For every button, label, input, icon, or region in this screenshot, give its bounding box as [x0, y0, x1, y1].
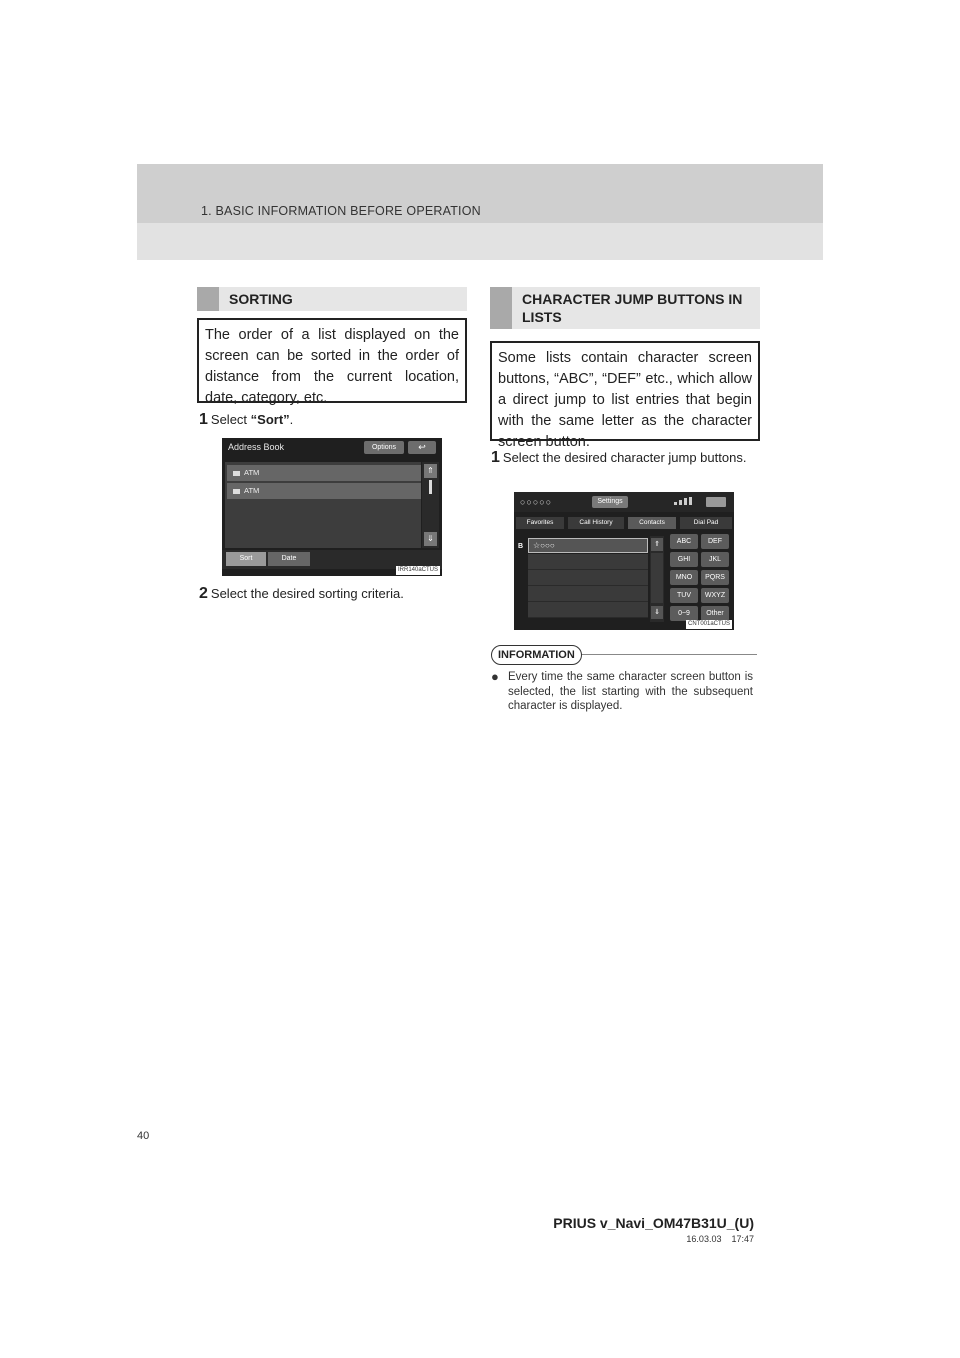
flag-icon	[233, 489, 240, 494]
information-text: Every time the same character screen button is selected, the list starting with the subsequent character is displayed.	[508, 671, 753, 712]
step-number: 1	[199, 411, 208, 428]
key-tuv[interactable]: TUV	[670, 588, 698, 603]
list-item[interactable]	[528, 570, 648, 586]
key-ghi[interactable]: GHI	[670, 552, 698, 567]
print-date: 16.03.03	[686, 1234, 722, 1244]
scroll-track[interactable]	[651, 553, 663, 603]
list-item-label: ATM	[244, 468, 260, 477]
scroll-up-button[interactable]: ⇑	[424, 464, 437, 478]
key-mno[interactable]: MNO	[670, 570, 698, 585]
tab-favorites[interactable]: Favorites	[516, 517, 564, 529]
tab-bar	[514, 514, 734, 530]
scroll-thumb[interactable]	[429, 480, 432, 494]
sorting-step-1	[199, 410, 293, 430]
scrollbar[interactable]	[650, 536, 664, 622]
heading-marker	[490, 287, 512, 329]
options-button[interactable]: Options	[364, 441, 404, 454]
phone-contacts-screenshot	[514, 492, 734, 630]
list-item[interactable]	[528, 586, 648, 602]
sorting-intro-box	[197, 318, 467, 406]
screen-title: Address Book	[228, 442, 285, 452]
signal-icon	[674, 497, 694, 505]
information-label: INFORMATION	[491, 645, 582, 665]
sorting-heading-bar	[197, 287, 467, 311]
index-letter: B	[518, 543, 524, 550]
bullet-icon: ●	[491, 669, 499, 684]
title-placeholder: ○○○○○	[520, 497, 553, 507]
list-item[interactable]: ☆○○○	[528, 538, 648, 553]
status-bar	[514, 492, 734, 512]
step-number: 1	[491, 449, 500, 466]
step-number: 2	[199, 585, 208, 602]
step-bold-label: “Sort”	[250, 412, 290, 427]
figure-code: IRR140aCTUS	[397, 567, 438, 573]
print-time: 17:47	[731, 1234, 754, 1244]
sorting-step-2	[199, 584, 404, 604]
key-pqrs[interactable]: PQRS	[701, 570, 729, 585]
settings-button[interactable]: Settings	[592, 496, 628, 508]
scrollbar[interactable]	[422, 462, 439, 548]
jump-step-1	[491, 448, 759, 468]
tab-contacts[interactable]: Contacts	[628, 517, 676, 529]
address-list	[225, 462, 421, 548]
tab-dial-pad[interactable]: Dial Pad	[680, 517, 732, 529]
heading-marker	[197, 287, 219, 311]
page-header	[137, 164, 823, 260]
list-item[interactable]	[528, 602, 648, 618]
jump-heading: CHARACTER JUMP BUTTONS IN LISTS	[522, 291, 743, 325]
list-item-label: ATM	[244, 486, 260, 495]
list-item[interactable]	[528, 554, 648, 570]
jump-intro-box	[490, 341, 760, 450]
page-number: 40	[137, 1130, 150, 1142]
jump-heading-bar	[490, 287, 760, 329]
list-item[interactable]	[227, 483, 421, 499]
key-abc[interactable]: ABC	[670, 534, 698, 549]
address-book-screenshot	[222, 438, 442, 576]
sorting-intro: The order of a list displayed on the screen can be sorted in the order of distance from the current location, date, category, etc.	[205, 327, 459, 406]
key-other[interactable]: Other	[701, 606, 729, 621]
step-prefix: Select	[210, 412, 251, 427]
message-icon[interactable]	[706, 497, 726, 507]
step-text: Select the desired character jump buttons.	[502, 450, 747, 465]
flag-icon	[233, 471, 240, 476]
key-jkl[interactable]: JKL	[701, 552, 729, 567]
list-item[interactable]	[227, 465, 421, 481]
information-note	[491, 670, 753, 714]
date-button[interactable]: Date	[268, 552, 310, 566]
tab-call-history[interactable]: Call History	[568, 517, 624, 529]
print-stamp	[686, 1234, 754, 1244]
sort-button[interactable]: Sort	[226, 552, 266, 566]
key-wxyz[interactable]: WXYZ	[701, 588, 729, 603]
jump-intro: Some lists contain character screen buttons, “ABC”, “DEF” etc., which allow a direct jump to list entries that begin with the same letter as the character screen button.	[498, 350, 752, 450]
contact-list	[528, 536, 648, 622]
header-title: 1. BASIC INFORMATION BEFORE OPERATION	[201, 204, 481, 218]
step-text: Select the desired sorting criteria.	[210, 586, 404, 601]
back-button[interactable]: ↩	[408, 441, 436, 454]
key-digits[interactable]: 0~9	[670, 606, 698, 621]
scroll-up-button[interactable]: ⇑	[651, 538, 663, 551]
scroll-down-button[interactable]: ⇓	[651, 606, 663, 619]
figure-code: CNT001aCTUS	[687, 621, 730, 627]
step-suffix: .	[289, 412, 294, 427]
key-def[interactable]: DEF	[701, 534, 729, 549]
scroll-down-button[interactable]: ⇓	[424, 532, 437, 546]
sorting-heading: SORTING	[229, 291, 293, 307]
document-id: PRIUS v_Navi_OM47B31U_(U)	[553, 1215, 754, 1231]
